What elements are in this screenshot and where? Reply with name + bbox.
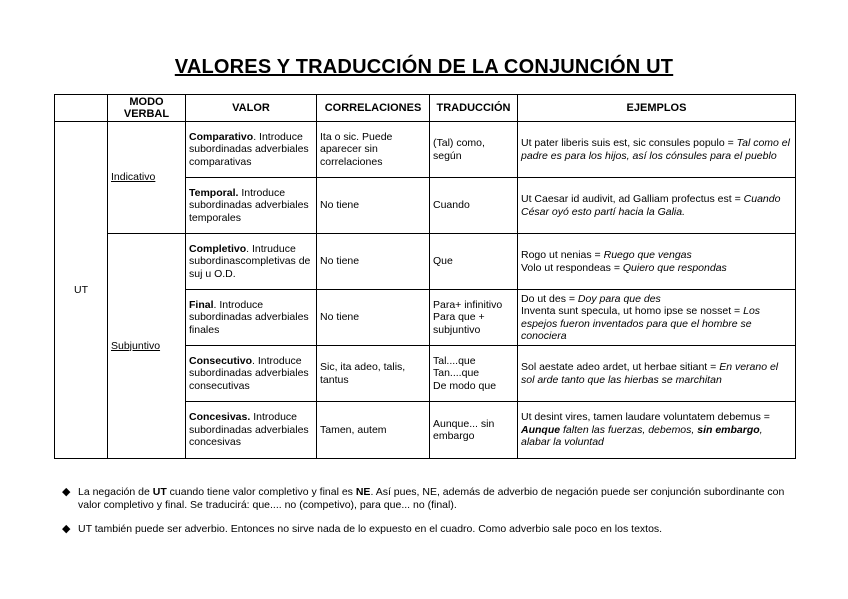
valor-name: Comparativo xyxy=(189,130,254,143)
ejemplo-latin: Ut pater liberis suis est, sic consules populo = xyxy=(521,137,737,149)
note-adverb xyxy=(62,523,802,536)
ejemplo-traduccion: Doy para que des xyxy=(577,292,661,305)
ejemplo-traduccion: falten las fuerzas, debemos, xyxy=(560,423,698,436)
valor-desc: Introduce subordinadas adverbiales concesivas xyxy=(189,411,309,449)
traduccion-cell: Aunque... sin embargo xyxy=(430,402,518,459)
header-correlaciones: CORRELACIONES xyxy=(317,95,430,122)
valor-desc: . Introduce subordinadas adverbiales comparativas xyxy=(189,130,309,168)
traduccion-cell xyxy=(430,346,518,402)
table-row xyxy=(55,234,796,290)
header-traduccion: TRADUCCIÓN xyxy=(430,95,518,122)
ejemplo-line xyxy=(521,262,792,275)
ejemplo-latin: Do ut des = xyxy=(521,292,578,305)
ejemplo-latin: Ut Caesar id audivit, ad Galliam profectus est = xyxy=(521,193,744,205)
table-header-row xyxy=(55,95,796,122)
page-title: VALORES Y TRADUCCIÓN DE LA CONJUNCIÓN UT xyxy=(174,56,674,78)
valor-cell xyxy=(186,290,317,346)
note-ne: NE xyxy=(355,486,371,498)
valor-cell xyxy=(186,346,317,402)
ejemplo-line xyxy=(521,305,792,343)
correlaciones-cell: Sic, ita adeo, talis, tantus xyxy=(317,346,430,402)
traduccion-line: Tan....que xyxy=(433,367,480,380)
valor-cell xyxy=(186,122,317,178)
header-valor: VALOR xyxy=(186,95,317,122)
ejemplo-traduccion: Quiero que respondas xyxy=(622,261,727,274)
ejemplo-latin: Sol aestate adeo ardet, ut herbae sitiant = xyxy=(521,361,720,373)
header-modo: MODO VERBAL xyxy=(108,95,186,122)
valor-name: Completivo xyxy=(189,242,247,255)
valor-desc: Introduce subordinadas adverbiales temporales xyxy=(189,186,309,224)
ejemplo-line xyxy=(521,249,792,262)
note-text: UT también puede ser adverbio. Entonces no sirve nada de lo expuesto en el cuadro. Como adverbio sale poco en los textos. xyxy=(78,523,663,535)
valor-name: Consecutivo xyxy=(189,354,253,367)
ejemplo-traduccion: Ruego que vengas xyxy=(603,249,692,261)
ejemplo-latin: Rogo ut nenias = xyxy=(521,249,604,261)
ejemplo-cell xyxy=(518,122,796,178)
ut-label: UT xyxy=(55,122,108,459)
traduccion-line: Para+ infinitivo xyxy=(433,298,503,311)
valor-name: Temporal. xyxy=(189,186,239,199)
ejemplo-cell xyxy=(518,346,796,402)
ejemplo-traduccion-end: , alabar la voluntad xyxy=(521,423,763,449)
diamond-bullet-icon: ◆ xyxy=(62,486,71,498)
note-negation xyxy=(62,486,802,512)
ejemplo-latin: Ut desint vires, tamen laudare voluntatem debemus = xyxy=(521,411,770,424)
ejemplo-cell xyxy=(518,178,796,234)
note-ut: UT xyxy=(152,486,167,498)
valor-desc: . Introduce subordinadas adverbiales consecutivas xyxy=(189,354,309,392)
ejemplo-latin: Volo ut respondeas = xyxy=(521,261,623,274)
correlaciones-cell: No tiene xyxy=(317,234,430,290)
ejemplo-traduccion: Cuando César oyó esto partí hacia la Galia. xyxy=(521,193,781,218)
ejemplo-latin: Inventa sunt specula, ut homo ipse se nosset = xyxy=(521,305,744,317)
ejemplo-bold-sin-embargo: sin embargo xyxy=(697,423,760,436)
traduccion-line: Tal....que xyxy=(433,354,476,367)
diamond-bullet-icon: ◆ xyxy=(62,523,71,535)
ejemplo-line xyxy=(521,293,792,306)
mode-subjuntivo: Subjuntivo xyxy=(108,234,186,459)
header-ejemplos: EJEMPLOS xyxy=(518,95,796,122)
mode-indicativo: Indicativo xyxy=(108,122,186,234)
ejemplo-traduccion: En verano el sol arde tanto que las hierbas se marchitan xyxy=(521,361,779,386)
valor-name: Final xyxy=(189,298,214,311)
traduccion-cell xyxy=(430,290,518,346)
valor-desc: . Intruduce subordinascompletivas de suj u O.D. xyxy=(189,242,311,280)
valor-cell xyxy=(186,178,317,234)
ejemplo-traduccion: Tal como el padre es para los hijos, así los cónsules para el pueblo xyxy=(521,137,790,162)
note-text: La negación de xyxy=(78,486,153,498)
traduccion-cell: Cuando xyxy=(430,178,518,234)
ejemplo-traduccion: Los espejos fueron inventados para que el hombre se conociera xyxy=(521,305,761,342)
header-word xyxy=(55,95,108,122)
correlaciones-cell: Tamen, autem xyxy=(317,402,430,459)
traduccion-cell: (Tal) como, según xyxy=(430,122,518,178)
correlaciones-cell: Ita o sic. Puede aparecer sin correlaciones xyxy=(317,122,430,178)
conjunction-table xyxy=(54,94,796,459)
ejemplo-bold-aunque: Aunque xyxy=(521,423,561,436)
ejemplo-cell xyxy=(518,234,796,290)
valor-name: Concesivas. xyxy=(189,411,251,424)
note-text: cuando tiene valor completivo y final es xyxy=(166,486,356,498)
traduccion-line: Para que + subjuntivo xyxy=(433,311,485,336)
correlaciones-cell: No tiene xyxy=(317,178,430,234)
valor-cell xyxy=(186,234,317,290)
table-row xyxy=(55,122,796,178)
notes-section xyxy=(62,486,802,547)
valor-cell xyxy=(186,402,317,459)
traduccion-line: De modo que xyxy=(433,379,497,392)
ejemplo-cell xyxy=(518,402,796,459)
ejemplo-cell xyxy=(518,290,796,346)
valor-desc: . Introduce subordinadas adverbiales finales xyxy=(189,298,309,336)
correlaciones-cell: No tiene xyxy=(317,290,430,346)
traduccion-cell: Que xyxy=(430,234,518,290)
note-text: . Así pues, NE, además de adverbio de negación puede ser conjunción subordinante con valor completivo y final. Se traducirá: que.... no (competivo), para que... no (final). xyxy=(78,486,785,511)
